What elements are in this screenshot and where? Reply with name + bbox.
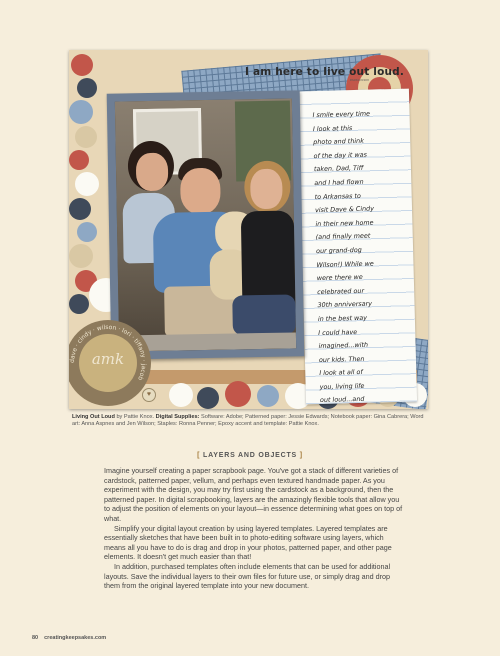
body-paragraph-2: Simplify your digital layout creation by using layered templates. Layered templates are essentially sketches that have been built in to photo-editing software using layers, which means all you have to do is drag and drop in your photos, patterned paper, and other page elements. It doesn't get much easier than that! [104, 523, 392, 562]
svg-text:dave · cindy · wilson · lori ·: dave · cindy · wilson · lori · tiffany · jacob [68, 323, 148, 382]
caption-byline: by Pattie Knox. [114, 414, 156, 420]
image-caption [72, 414, 428, 429]
section-heading-right-bracket: ] [299, 452, 303, 459]
section-heading-text: LAYERS AND OBJECTS [200, 452, 300, 459]
badge-monogram: amk [91, 350, 125, 368]
caption-title: Living Out Loud [72, 414, 115, 420]
body-paragraph-3: In addition, purchased templates often include elements that can be used for additional layouts. Save the individual layers to their own files for future use, or simply drag and drop them from the original layered template into your new document. [104, 561, 391, 591]
section-heading [0, 452, 500, 459]
journaling-text: I smile every time I look at this photo and think of the day it was taken. Dad, Tiff and I had flown to Arkansas to visit Dave & Cindy in their new home (and finally meet our grand-dog Wilson!) While we were there we celebrated our 30th anniversary in the best way I could have imagined...with our kids. Then I look at all of you, living life out loud...and [312, 109, 375, 405]
section-heading-left-bracket: [ [197, 452, 201, 459]
family-photo [115, 98, 296, 351]
caption-supplies-label: Digital Supplies: [155, 414, 200, 420]
layout-title: I am here to live out loud. [245, 66, 405, 78]
layout-title-credit: PARKA KNOX [349, 78, 369, 82]
body-paragraph-1: Imagine yourself creating a paper scrapbook page. You've got a stack of different varieties of cardstock, patterned paper, vellum, and perhaps even textured handmade paper. As you experiment with the design, you may try first using the cardstock as a background, then the patterned paper. In digital scrapbooking, layers are the amazingly flexible tools that allow you to adjust the position of elements on your layout—in essence determining what goes on top of what. [104, 466, 403, 523]
caption-supplies-text: Software: Adobe; Patterned paper: Jessie Edwards; Notebook paper: Gina Cabrera; Word art: Anna Aspnes and Jen Wilson; Staples: Ronna Penner; Epoxy accent and template: Pattie Knox. [72, 414, 424, 428]
article-body [104, 466, 404, 591]
heart-icon: ♥ [142, 388, 156, 402]
footer-site-link[interactable]: creatingkeepsakes.com [44, 635, 107, 641]
journaling-card [298, 89, 417, 405]
layout-title-block [245, 66, 405, 82]
scrapbook-layout-image [69, 50, 428, 409]
page-number: 80 [32, 635, 39, 641]
page-footer [32, 635, 106, 641]
epoxy-badge [69, 320, 151, 406]
